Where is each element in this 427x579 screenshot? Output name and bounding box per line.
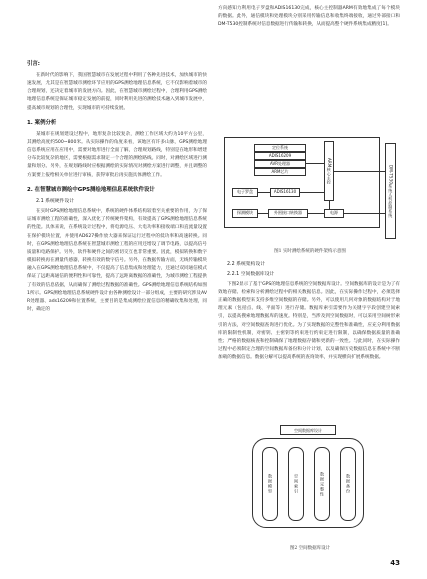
locator-item-3: ARM芯片 (254, 168, 306, 176)
detection-module-box: 探测模块 (232, 209, 258, 218)
connector-line (308, 213, 324, 214)
connector-line (258, 213, 268, 214)
figure-2-node-integrity (314, 447, 330, 521)
locator-item-2: AVR处理器 (254, 160, 306, 168)
section1-paragraph: 某城市在规划建设过程中，地形复杂比较复杂，测绘工作区域大约为10平方公里，其测绘高度约500~800米。从实际操作的角度来看，该地区有许多山脉，GPS测绘地理信息系统应用在应用中，需要对地形进行全面了解，合理规划路线，特别是在地形和增建分布比较复杂的地区，需要根据需求制定一个合理的测绘路线。同时，对测绘区域进行测量和划分。另外，在规划路线时应根据测绘的实际情况对测绘方案进行调整，并且调整的方案要上报给相关单位进行审核，获得审批后再实施具体测绘工作。 (27, 131, 207, 178)
intro-paragraph: 在新时代的影响下，我国智慧城市在发展过程中利用了各种先进技术，加快城市的快速发展，尤其是在智慧城市测绘环节应用的GPS测绘地理信息系统，它不仅影响着城市的合理规划，还决定着城市的发展方向。因此，在智慧城市测绘过程中，合理利用GPS测绘地理信息系统是保证城市稳定发展的前提，同时利用先进的测绘技术融入到城市发展中，提高城市规划的合理性，实现城市的可持续发展。 (27, 73, 207, 111)
left-column (27, 60, 207, 315)
subsection-2-2-1-paragraph: 下图2显示了基于GPS的地理信息系统的空间数据库设计。空间数据库的设计是为了有效地存储、检索和分析测绘过程中的相关数据信息。因此，在实际操作过程中，必须选择正确的数据模型来支持多维空间数据的存储。另外，可以使用几何对象的数据结构对于地理元素（包括点、线、平面等）进行存储。数据库索引需要作为关键字字段创建空间索引，以提高搜索地理数据库的速度。特别是，当涉及到空间数据时，可以采用空间树形索引的方法，对空间数据查询进行优化。为了实现数据的完整性和准确性，应充分利用数据库的限制性机制，对密钥、主密钥等约束进行约束定进行限制，以确保数据质量的准确性；严格的数据核查和控制确保了地理数据存储和更新的一致性。与此同时，在实际操作过程中必须制定合理的空间数据库备份和分片计划，以及确保历史数据信息在系统中不断加载的数据信息。数据分解可以提高系统的查询效率，并实现横向扩展系统数据。 (218, 281, 400, 361)
connector-line (334, 171, 385, 172)
power-box: 电源 (324, 209, 344, 218)
figure-2-caption: 图2 空间数据库设计 (289, 546, 331, 551)
arm-core-box (324, 141, 334, 201)
section2-heading: 2. 在智慧城市测绘中GPS测绘地理信息系统软件设计 (27, 186, 155, 193)
node-label: 数据模型 (268, 474, 273, 494)
arm-core-label: ARM核心主控 (326, 157, 332, 185)
node-label: 空间索引 (294, 474, 299, 494)
page-number: 43 (390, 559, 400, 567)
right-top-paragraph: 方向感知力利用电子罗盘和ADIS16130完成，核心主控制器ARM有效地集成了每个模块的数据。此外，通信模块和处理模块分别采用传输信息和收集终端接收，通过外部接口和DM-T530控制系统对信息数据进行传输和转换，从而提高整个硬件系统集成精度[1]。 (218, 6, 400, 28)
connector-line (344, 213, 385, 214)
intro-heading: 引言: (27, 61, 40, 67)
figure-2-top-box: 空间数据库设计 (280, 425, 336, 435)
section1-heading: 1. 案例分析 (27, 119, 57, 126)
figure-1-hardware-diagram (224, 137, 396, 244)
connector-line (306, 163, 324, 164)
gyro-box: ADIS16130 (270, 188, 300, 197)
connector-line (258, 192, 270, 193)
control-system-box (385, 143, 396, 239)
locator-item-1: ADIS16209 (254, 152, 306, 160)
figure-2-node-spatial-index (288, 447, 304, 521)
compass-box: 电子罗盘 (232, 188, 258, 197)
node-label: 数据备份 (346, 474, 351, 494)
figure-1-caption: 图1 实时测绘系统的硬件架构示意图 (274, 249, 346, 254)
control-system-label: DM-T530系统人机控制系统 (388, 164, 394, 218)
locator-system-box: 定位系统 (254, 144, 306, 152)
connector-line (329, 201, 330, 209)
section2-paragraph: 在实时GPS测绘地理信息系统中，系统的硬件体系结构较着至关重要的作用，为了保证城市测绘工程的准确性，深入优化了传统硬件架构，有效提高了GPS测绘地理信息系统的性能。具体来说，在系统设计过程中，将电源电压、大电功率和接收端口和直流量设置在保护模块位置，并使用AD627操作放大器来保证运行过程中的低功率和高速转换。同时，在GPS测绘地理信息系统在智慧城市测绘工程的应用还增设了调节电路，以提高信号质量和电路保护。另外，软件和硬件之间的密切交互也非常重要。因此，模拟转换和数字模拟转换再在测量传感器，转换有效的数字信号。另外，在数据传输方面，无线传输模块融入在GPS测绘地理信息系统中，不仅提高了信息集成和处理能力，还通过双同通信模式保证了远距离通信的便利性和可靠性，提高了远距离数据的准确性，为城市测绘工程提供了有效的信息依据，从而确保了测绘过程数据的准确性。GPS测绘地理信息系统结构如图1所示。GPS测绘地理信息系统硬件设计由各种测绘设计一部分组成，主要的研究涉及AVR处理器、ads16209和位置系统，主要目的是集成测绘位置信息的精确收集和处理，同时，确定的 (27, 209, 207, 312)
peripheral-interface-box: 外围接口转换器 (268, 209, 308, 218)
figure-2-node-backup (340, 447, 356, 521)
right-column (218, 5, 400, 30)
node-label: 数据完整性 (320, 471, 325, 497)
figure-2-node-data-model (262, 447, 278, 521)
connector-line (300, 192, 324, 193)
subsection-2-2-heading: 2.2 系统架构设计 (227, 262, 265, 267)
subsection-2-2-1-heading: 2.2.1 空间数据库设计 (227, 272, 275, 278)
figure-2-database-diagram (252, 425, 364, 537)
right-column-continued (218, 258, 400, 363)
subsection-2-1-heading: 2.1 系统硬件设计 (36, 198, 74, 204)
